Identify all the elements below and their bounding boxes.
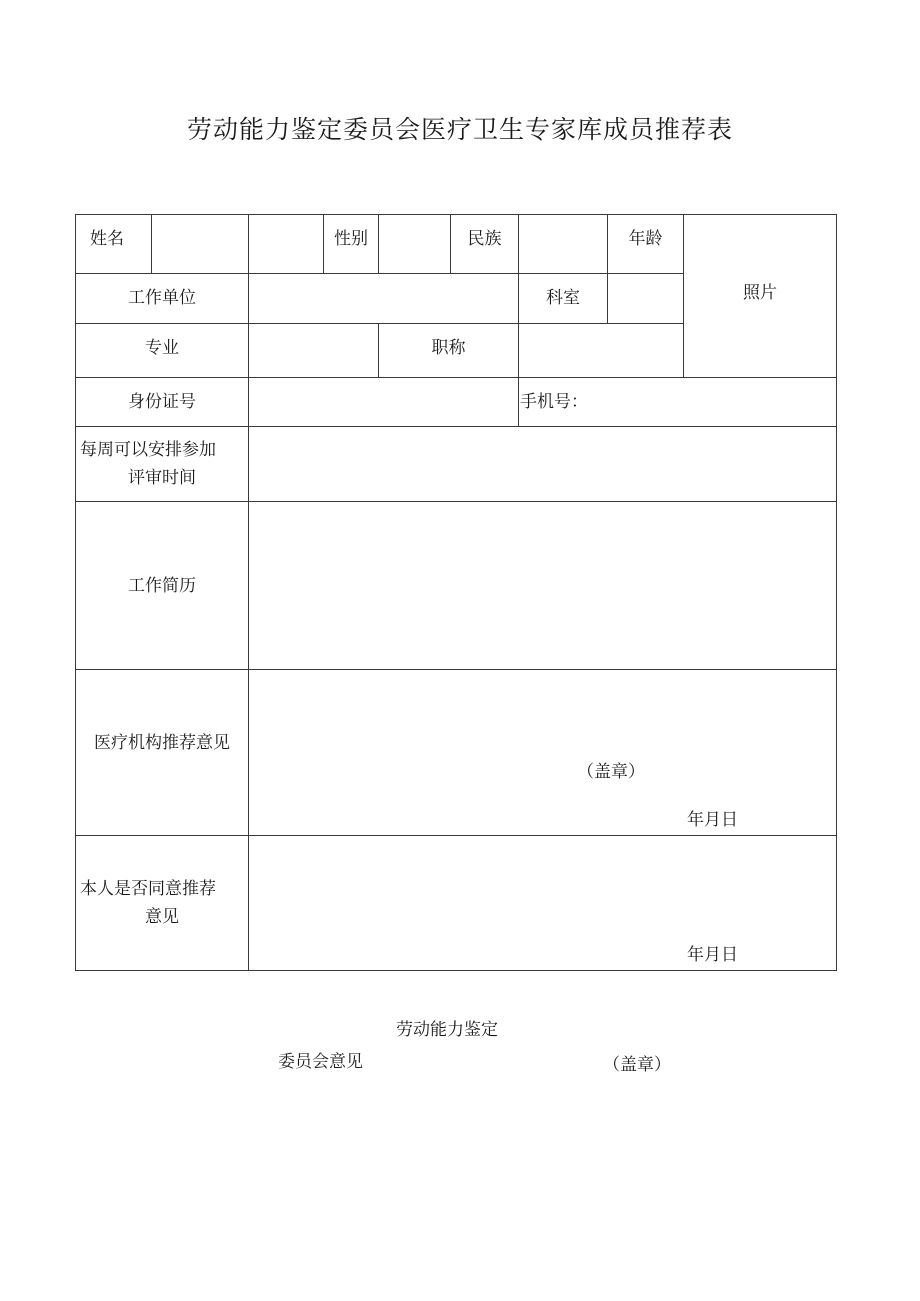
age-label: 年龄 xyxy=(608,215,684,274)
work-unit-label: 工作单位 xyxy=(76,274,249,324)
phone-label: 手机号： xyxy=(520,392,588,412)
ethnicity-field[interactable] xyxy=(519,215,608,274)
phone-field[interactable] xyxy=(519,378,837,427)
review-time-label: 每周可以安排参加 评审时间 xyxy=(76,427,249,502)
ethnicity-label: 民族 xyxy=(451,215,519,274)
major-label: 专业 xyxy=(76,324,249,378)
recommendation-form xyxy=(75,214,837,971)
work-unit-field[interactable] xyxy=(249,274,519,324)
gender-field[interactable] xyxy=(379,215,451,274)
committee-opinion-line1: 劳动能力鉴定 xyxy=(396,1020,498,1040)
name-label: 姓名 xyxy=(76,215,249,274)
resume-label: 工作简历 xyxy=(76,502,249,670)
resume-field[interactable] xyxy=(249,502,837,670)
consent-label: 本人是否同意推荐 意见 xyxy=(76,836,249,971)
committee-opinion-line2: 委员会意见 xyxy=(278,1052,363,1072)
department-label: 科室 xyxy=(519,274,608,324)
review-time-field[interactable] xyxy=(249,427,837,502)
institution-opinion-label: 医疗机构推荐意见 xyxy=(76,670,249,836)
major-field[interactable] xyxy=(249,324,379,378)
photo-area[interactable]: 照片 xyxy=(684,215,837,378)
gender-label: 性别 xyxy=(324,215,379,274)
department-field[interactable] xyxy=(608,274,684,324)
committee-seal: （盖章） xyxy=(603,1055,671,1075)
name-field[interactable] xyxy=(249,215,324,274)
id-number-field[interactable] xyxy=(249,378,519,427)
consent-date: 年月日 xyxy=(687,945,738,965)
job-title-field[interactable] xyxy=(519,324,684,378)
institution-opinion-field[interactable] xyxy=(249,670,837,836)
institution-date: 年月日 xyxy=(687,810,738,830)
id-number-label: 身份证号 xyxy=(76,378,249,427)
consent-field[interactable] xyxy=(249,836,837,971)
job-title-label: 职称 xyxy=(379,324,519,378)
institution-seal: （盖章） xyxy=(577,762,645,782)
name-divider xyxy=(151,215,152,274)
page-title: 劳动能力鉴定委员会医疗卫生专家库成员推荐表 xyxy=(186,115,733,144)
